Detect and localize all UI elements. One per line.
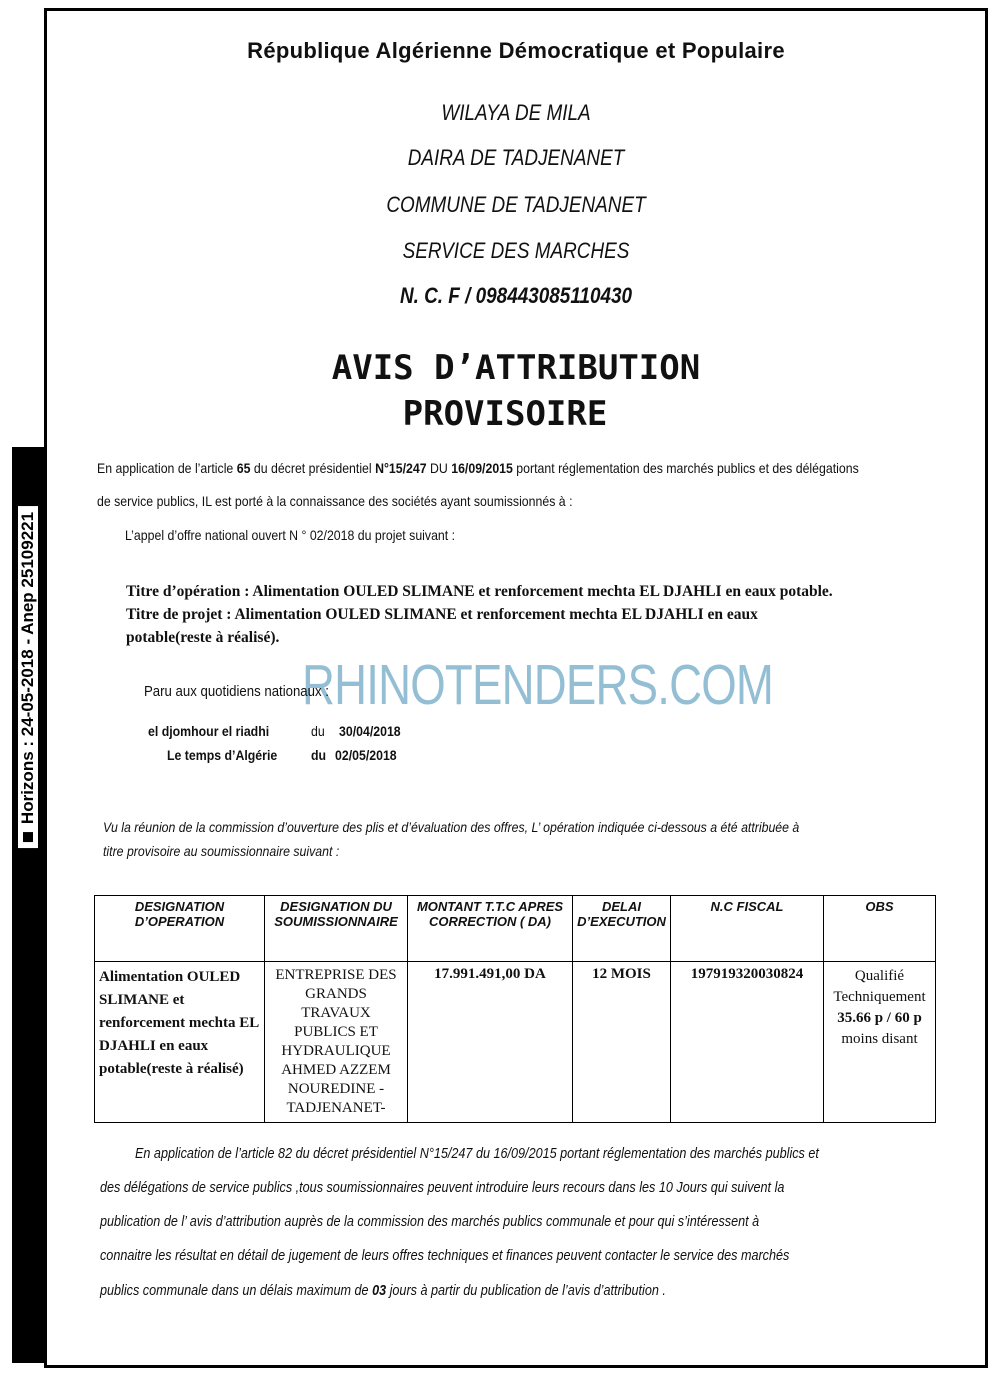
intro-line-3: L’appel d’offre national ouvert N ° 02/2018 du projet suivant : [125,527,456,543]
titre-projet-line-2: potable(reste à réalisé). [126,629,280,646]
ncf-line: N. C. F / 098443085110430 [399,283,633,308]
newspaper-1-date: 30/04/2018 [339,723,401,739]
commune-line: COMMUNE DE TADJENANET [386,192,646,217]
newspaper-2: Le temps d’Algérie [167,747,278,763]
obs-rank: moins disant [841,1031,918,1047]
header-montant: MONTANT T.T.C APRES CORRECTION ( DA) [408,896,573,962]
obs-qualification: Qualifié Techniquement [833,968,926,1005]
closing-line-1: En application de l’article 82 du décret présidentiel N°15/247 du 16/09/2015 portant réglementation des marchés publics et [135,1146,819,1162]
republic-heading: République Algérienne Démocratique et Populaire [247,38,785,63]
cell-soumissionnaire: ENTREPRISE DES GRANDS TRAVAUX PUBLICS ET HYDRAULIQUE AHMED AZZEM NOUREDINE -TADJENANET- [265,962,408,1123]
newspaper-1-du: du [311,723,325,739]
daira-line: DAIRA DE TADJENANET [407,145,625,170]
side-banner-text: Horizons : 24-05-2018 - Anep 25109221 [18,511,37,825]
vu-line-1: Vu la réunion de la commission d’ouverture des plis et d’évaluation des offres, L’ opération indiquée ci-dessous a été attribuée à [103,819,800,835]
header-nc-fiscal: N.C FISCAL [671,896,824,962]
vu-line-2: titre provisoire au soumissionnaire suivant : [103,843,340,859]
wilaya-line: WILAYA DE MILA [441,100,591,125]
titre-operation: Titre d’opération : Alimentation OULED SLIMANE et renforcement mechta EL DJAHLI en eaux potable. [126,583,833,600]
document-subtitle: PROVISOIRE [402,394,608,434]
obs-score: 35.66 p / 60 p [837,1010,922,1026]
service-line: SERVICE DES MARCHES [402,238,630,263]
side-banner [12,447,44,907]
publication-label: Paru aux quotidiens nationaux : [144,683,329,700]
header-designation-operation: DESIGNATION D’OPERATION [95,896,265,962]
attribution-table [94,895,936,1123]
newspaper-2-du: du [311,747,327,763]
header-delai: DELAI D’EXECUTION [573,896,671,962]
newspaper-1: el djomhour el riadhi [148,723,270,739]
document-title: AVIS D’ATTRIBUTION [331,348,701,388]
cell-delai: 12 MOIS [573,962,671,1123]
closing-line-5: publics communale dans un délais maximum de 03 jours à partir du publication de l’avis d’attribution . [100,1283,666,1299]
cell-obs [824,962,936,1123]
closing-line-4: connaitre les résultat en détail de jugement de leurs offres techniques et finances peuvent contacter le service des marchés [100,1248,790,1264]
closing-line-3: publication de l’ avis d’attribution auprès de la commission des marchés publics communale et pour qui s’intéressent à [100,1214,760,1230]
intro-line-2: de service publics, IL est porté à la connaissance des sociétés ayant soumissionnés à : [97,493,573,509]
newspaper-2-date: 02/05/2018 [335,747,397,763]
table-row [95,962,936,1123]
square-bullet-icon [23,832,33,842]
titre-projet-line-1: Titre de projet : Alimentation OULED SLIMANE et renforcement mechta EL DJAHLI en eaux [126,606,758,623]
cell-nif: 197919320030824 [671,962,824,1123]
table-header-row [95,896,936,962]
cell-montant: 17.991.491,00 DA [408,962,573,1123]
closing-line-2: des délégations de service publics ,tous soumissionnaires peuvent introduire leurs recours dans les 10 Jours qui suivent la [100,1180,785,1196]
intro-line-1: En application de l’article 65 du décret présidentiel N°15/247 DU 16/09/2015 portant réglementation des marchés publics et des délégations [97,460,859,476]
header-obs: OBS [824,896,936,962]
header-designation-soumissionnaire: DESIGNATION DU SOUMISSIONNAIRE [265,896,408,962]
cell-operation: Alimentation OULED SLIMANE et renforcement mechta EL DJAHLI en eaux potable(reste à réalisé) [95,962,265,1123]
watermark: RHINOTENDERS.COM [302,653,774,717]
